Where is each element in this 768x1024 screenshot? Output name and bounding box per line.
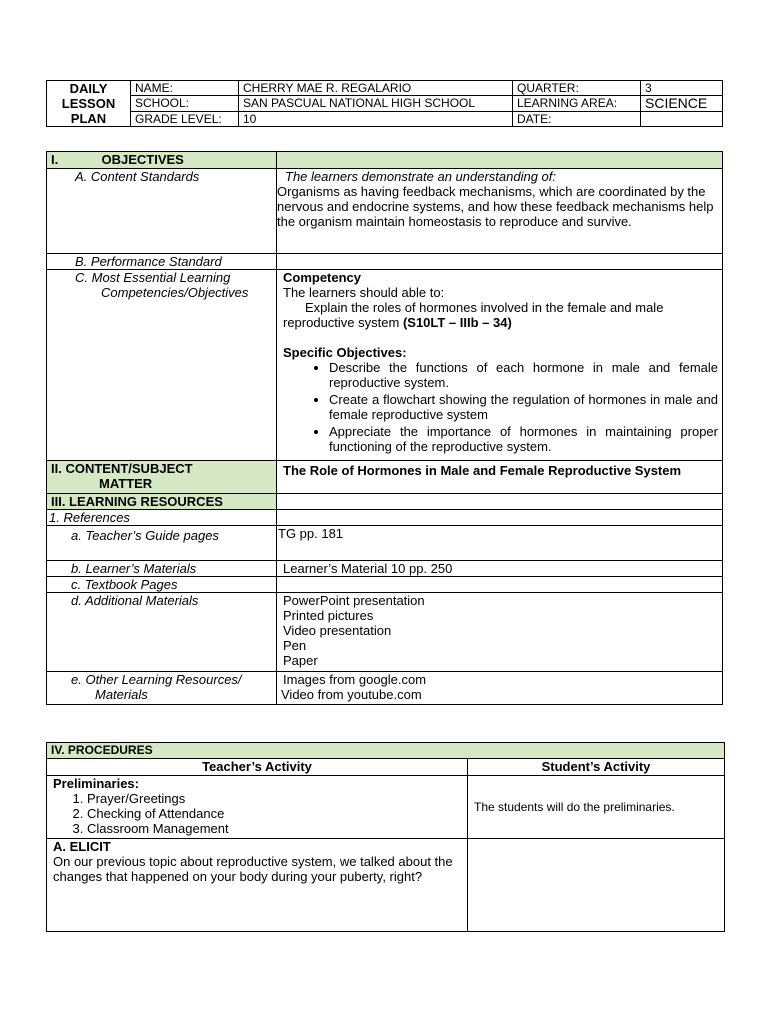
textbook-pages-label: c. Textbook Pages <box>47 577 277 593</box>
list-item: 1. Prayer/Greetings <box>87 791 463 806</box>
procedures-heading: IV. PROCEDURES <box>47 743 725 759</box>
list-item: Printed pictures <box>283 608 374 623</box>
learners-materials-value: Learner’s Material 10 pp. 250 <box>277 561 723 577</box>
list-item: • Describe the functions of each hormone in male and female reproductive system. <box>329 360 718 390</box>
grade-level-value: 10 <box>239 111 513 126</box>
list-item: • Create a flowchart showing the regulation of hormones in male and female reproductive system <box>329 392 718 422</box>
list-item: Video from youtube.com <box>281 687 422 702</box>
content-subject-matter-value: The Role of Hormones in Male and Female Reproductive System <box>277 461 723 494</box>
list-item: 3. Classroom Management <box>87 821 463 836</box>
list-item: Paper <box>283 653 318 668</box>
performance-standard-value <box>277 254 723 270</box>
quarter-value: 3 <box>641 81 723 96</box>
references-label: 1. References <box>47 510 277 526</box>
school-value: SAN PASCUAL NATIONAL HIGH SCHOOL <box>239 96 513 111</box>
elicit-cell: A. ELICIT On our previous topic about reproductive system, we talked about the changes that happened on your body during your puberty, right? <box>47 839 468 932</box>
daily-lesson-plan-label: DAILY LESSON PLAN <box>47 81 131 127</box>
school-label: SCHOOL: <box>131 96 239 111</box>
competency-cell: Competency The learners should able to: Explain the roles of hormones involved in the female and male reproductive system (S10LT – IIIb – 34) Specific Objectives: • Describe the functions of each hormone in male and female reproductive system. • Create a flowchart showing the regulation of hormones in male and female reproductive system • Appreciate the importance of hormones in maintaining proper functioning of the reproductive system. <box>277 270 723 461</box>
specific-objectives-list <box>283 360 718 454</box>
list-item: 2. Checking of Attendance <box>87 806 463 821</box>
textbook-pages-value <box>277 577 723 593</box>
content-subject-matter-label: II. CONTENT/SUBJECT MATTER <box>47 461 277 494</box>
content-standards-label: A. Content Standards <box>47 169 277 254</box>
objectives-heading: I. OBJECTIVES <box>47 152 277 169</box>
learning-area-value: SCIENCE <box>641 96 723 111</box>
additional-materials-value <box>277 593 723 672</box>
learning-resources-label: III. LEARNING RESOURCES <box>47 494 277 510</box>
teachers-guide-value: TG pp. 181 <box>277 526 723 561</box>
learners-materials-label: b. Learner’s Materials <box>47 561 277 577</box>
objectives-table <box>46 151 723 705</box>
objectives-heading-blank <box>277 152 723 169</box>
teacher-activity-header: Teacher’s Activity <box>47 759 468 776</box>
quarter-label: QUARTER: <box>513 81 641 96</box>
learning-area-label: LEARNING AREA: <box>513 96 641 111</box>
header-table <box>46 80 723 127</box>
name-value: CHERRY MAE R. REGALARIO <box>239 81 513 96</box>
date-label: DATE: <box>513 111 641 126</box>
preliminaries-student-cell: The students will do the preliminaries. <box>468 776 725 839</box>
teachers-guide-label: a. Teacher’s Guide pages <box>47 526 277 561</box>
name-label: NAME: <box>131 81 239 96</box>
elicit-student-cell <box>468 839 725 932</box>
list-item: Pen <box>283 638 307 653</box>
list-item: Video presentation <box>283 623 392 638</box>
preliminaries-list <box>53 791 463 836</box>
grade-level-label: GRADE LEVEL: <box>131 111 239 126</box>
list-item: PowerPoint presentation <box>283 593 425 608</box>
performance-standard-label: B. Performance Standard <box>47 254 277 270</box>
student-activity-header: Student’s Activity <box>468 759 725 776</box>
other-resources-value <box>277 672 723 705</box>
learning-resources-blank <box>277 494 723 510</box>
additional-materials-label: d. Additional Materials <box>47 593 277 672</box>
melc-label: C. Most Essential Learning Competencies/Objectives <box>47 270 277 461</box>
content-standards-value: The learners demonstrate an understanding of: Organisms as having feedback mechanisms, which are coordinated by the nervous and endocrine systems, and how these feedback mechanisms help the organism maintain homeostasis to reproduce and survive. <box>277 169 723 254</box>
procedures-table <box>46 742 725 932</box>
date-value <box>641 111 723 126</box>
references-blank <box>277 510 723 526</box>
preliminaries-cell: Preliminaries: 1. Prayer/Greetings 2. Checking of Attendance 3. Classroom Management <box>47 776 468 839</box>
list-item: • Appreciate the importance of hormones in maintaining proper functioning of the reproductive system. <box>329 424 718 454</box>
other-resources-label: e. Other Learning Resources/ Materials <box>47 672 277 705</box>
list-item: Images from google.com <box>283 672 427 687</box>
